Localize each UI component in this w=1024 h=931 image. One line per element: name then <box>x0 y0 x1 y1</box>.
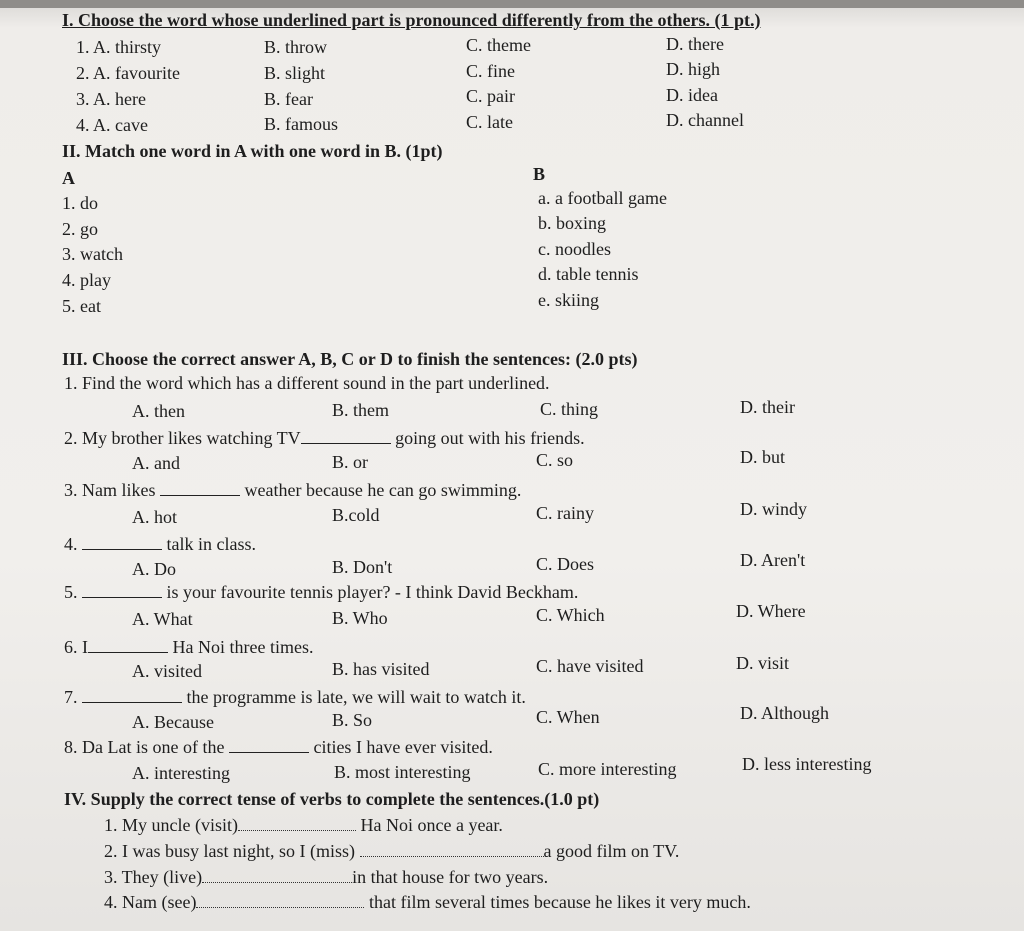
answer-blank <box>88 638 168 653</box>
q2-option-d: D. but <box>740 447 785 467</box>
q6-option-b: B. has visited <box>332 659 430 679</box>
q4-option-b: B. Don't <box>332 557 393 577</box>
part1-q2-d: D. high <box>666 59 720 79</box>
part1-q3-a: 3. A. here <box>76 89 146 109</box>
q7-stem-start: 7. <box>64 687 78 707</box>
q3-stem-end: weather because he can go swimming. <box>244 480 522 500</box>
part1-q4-b: B. famous <box>264 114 338 134</box>
part2-col-b-title: B <box>533 164 546 184</box>
part1-q4-a: 4. A. cave <box>76 115 148 135</box>
q8-option-b: B. most interesting <box>334 762 471 782</box>
part3-heading: III. Choose the correct answer A, B, C or D to finish the sentences: (2.0 pts) <box>62 349 638 369</box>
q5-option-b: B. Who <box>332 608 388 628</box>
answer-blank <box>301 429 391 444</box>
q7-option-a: A. Because <box>132 712 214 732</box>
q5-option-d: D. Where <box>736 601 806 621</box>
part1-q3-b: B. fear <box>264 89 313 109</box>
q8-option-a: A. interesting <box>132 763 230 783</box>
q5-stem-end: is your favourite tennis player? - I think David Beckham. <box>166 582 579 602</box>
part3-q5-stem <box>64 582 578 602</box>
part1-q2-c: C. fine <box>466 61 515 81</box>
part1-q1-d: D. there <box>666 34 724 54</box>
part4-item <box>104 867 548 887</box>
part2-col-a-title: A <box>62 168 75 188</box>
q7-option-c: C. When <box>536 707 600 727</box>
q1-option-d: D. their <box>740 397 795 417</box>
q3-option-a: A. hot <box>132 507 177 527</box>
q7-option-d: D. Although <box>740 703 830 723</box>
q2-option-c: C. so <box>536 450 574 470</box>
answer-dots <box>360 842 544 857</box>
q4-option-c: C. Does <box>536 554 594 574</box>
part3-q4-stem <box>64 534 256 554</box>
q8-option-d: D. less interesting <box>742 754 872 774</box>
part4-item <box>104 892 751 912</box>
q7-stem-end: the programme is late, we will wait to watch it. <box>186 687 526 707</box>
part1-q4-c: C. late <box>466 112 513 132</box>
q1-option-b: B. them <box>332 400 389 420</box>
answer-blank <box>82 688 182 703</box>
q4-option-a: A. Do <box>132 559 176 579</box>
part3-q7-stem <box>64 687 526 707</box>
q6-option-c: C. have visited <box>536 656 644 676</box>
part3-q3-stem <box>64 480 521 500</box>
part2-b-item: a. a football game <box>538 188 667 208</box>
answer-dots <box>196 893 364 908</box>
part2-a-item: 4. play <box>62 270 111 290</box>
q5-option-c: C. Which <box>536 605 605 625</box>
item1-end: Ha Noi once a year. <box>360 815 503 835</box>
part2-b-item: d. table tennis <box>538 264 639 284</box>
q8-stem-start: 8. Da Lat is one of the <box>64 737 225 757</box>
part3-q2-stem <box>64 428 585 448</box>
q6-option-d: D. visit <box>736 653 790 673</box>
top-edge <box>0 0 1024 8</box>
part1-q4-d: D. channel <box>666 110 744 130</box>
q3-option-c: C. rainy <box>536 503 594 523</box>
answer-dots <box>202 868 352 883</box>
part4-heading: IV. Supply the correct tense of verbs to complete the sentences.(1.0 pt) <box>64 789 600 809</box>
q4-option-d: D. Aren't <box>740 550 806 570</box>
answer-blank <box>229 738 309 753</box>
part4-item <box>104 815 503 835</box>
answer-blank <box>160 481 240 496</box>
item3-end: in that house for two years. <box>352 867 549 887</box>
item3-start: 3. They (live) <box>104 867 203 887</box>
part1-q2-b: B. slight <box>264 63 326 83</box>
part3-q8-stem <box>64 737 493 757</box>
item2-start: 2. I was busy last night, so I (miss) <box>104 841 355 861</box>
q8-stem-end: cities I have ever visited. <box>313 737 493 757</box>
item2-end: a good film on TV. <box>543 841 680 861</box>
part1-heading: I. Choose the word whose underlined part is pronounced differently from the others. (1 pt.) <box>62 10 761 30</box>
part1-q1-a: 1. A. thirsty <box>76 37 162 57</box>
part1-q3-d: D. idea <box>666 85 718 105</box>
q2-option-b: B. or <box>332 452 368 472</box>
q2-option-a: A. and <box>132 453 180 473</box>
answer-blank <box>82 583 162 598</box>
part3-q1-stem: 1. Find the word which has a different sound in the part underlined. <box>64 373 550 393</box>
q6-option-a: A. visited <box>132 661 202 681</box>
q4-stem-start: 4. <box>64 534 78 554</box>
q1-option-c: C. thing <box>540 399 599 419</box>
part1-q1-b: B. throw <box>264 37 327 57</box>
item4-end: that film several times because he likes it very much. <box>368 892 751 912</box>
part1-q3-c: C. pair <box>466 86 515 106</box>
item4-start: 4. Nam (see) <box>104 892 197 912</box>
q7-option-b: B. So <box>332 710 373 730</box>
part2-heading: II. Match one word in A with one word in B. (1pt) <box>62 141 443 161</box>
q2-stem-end: going out with his friends. <box>395 428 585 448</box>
part2-a-item: 2. go <box>62 219 98 239</box>
q8-option-c: C. more interesting <box>538 759 677 779</box>
q1-option-a: A. then <box>132 401 185 421</box>
part1-q1-c: C. theme <box>466 35 531 55</box>
q4-stem-end: talk in class. <box>166 534 256 554</box>
q3-stem-start: 3. Nam likes <box>64 480 156 500</box>
part2-b-item: c. noodles <box>538 239 611 259</box>
q5-stem-start: 5. <box>64 582 78 602</box>
part1-q2-a: 2. A. favourite <box>76 63 180 83</box>
q5-option-a: A. What <box>132 609 193 629</box>
part2-a-item: 1. do <box>62 193 98 213</box>
answer-blank <box>82 535 162 550</box>
part2-b-item: e. skiing <box>538 290 599 310</box>
q6-stem-end: Ha Noi three times. <box>172 637 314 657</box>
item1-start: 1. My uncle (visit) <box>104 815 238 835</box>
part2-a-item: 3. watch <box>62 244 123 264</box>
part2-a-item: 5. eat <box>62 296 101 316</box>
q2-stem-start: 2. My brother likes watching TV <box>64 428 301 448</box>
q6-stem-start: 6. I <box>64 637 88 657</box>
part3-q6-stem <box>64 637 313 657</box>
q3-option-d: D. windy <box>740 499 807 519</box>
answer-dots <box>238 816 356 831</box>
part4-item <box>104 841 679 861</box>
part2-b-item: b. boxing <box>538 213 607 233</box>
q3-option-b: B.cold <box>332 505 380 525</box>
